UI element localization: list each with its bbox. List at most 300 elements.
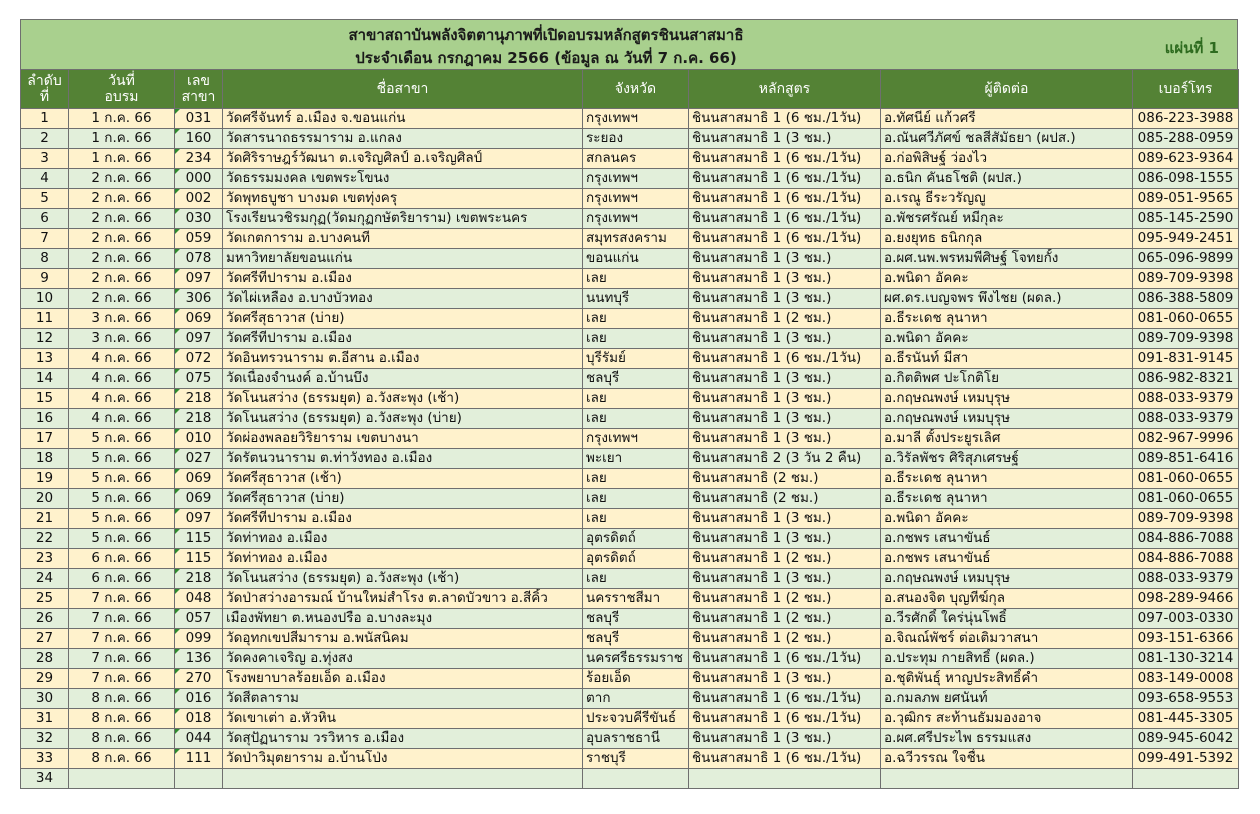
- cell-no[interactable]: 25: [21, 589, 69, 609]
- cell-code[interactable]: 160: [175, 129, 223, 149]
- cell-province[interactable]: เลย: [583, 569, 689, 589]
- cell-contact[interactable]: อ.ทัศนีย์ แก้วศรี: [881, 109, 1133, 129]
- cell-phone[interactable]: 098-289-9466: [1133, 589, 1239, 609]
- cell-phone[interactable]: 085-288-0959: [1133, 129, 1239, 149]
- cell-branch[interactable]: วัดศรีสุธาวาส (เช้า): [223, 469, 583, 489]
- cell-course[interactable]: ชินนสาสมาธิ 1 (6 ชม./1วัน): [689, 229, 881, 249]
- cell-code[interactable]: 057: [175, 609, 223, 629]
- cell-contact[interactable]: อ.ธีรนันท์ มีสา: [881, 349, 1133, 369]
- cell-course[interactable]: ชินนสาสมาธิ 1 (6 ชม./1วัน): [689, 749, 881, 769]
- cell-date[interactable]: 7 ก.ค. 66: [69, 669, 175, 689]
- cell-province[interactable]: นครราชสีมา: [583, 589, 689, 609]
- cell-no[interactable]: 26: [21, 609, 69, 629]
- cell-province[interactable]: เลย: [583, 309, 689, 329]
- cell-code[interactable]: 097: [175, 329, 223, 349]
- cell-course[interactable]: ชินนสาสมาธิ 1 (6 ชม./1วัน): [689, 349, 881, 369]
- cell-province[interactable]: ขอนแก่น: [583, 249, 689, 269]
- cell-date[interactable]: 7 ก.ค. 66: [69, 609, 175, 629]
- cell-date[interactable]: 3 ก.ค. 66: [69, 309, 175, 329]
- cell-province[interactable]: สกลนคร: [583, 149, 689, 169]
- cell-code[interactable]: 027: [175, 449, 223, 469]
- table-row: [21, 269, 1239, 289]
- cell-province[interactable]: อุตรดิตถ์: [583, 529, 689, 549]
- cell-province[interactable]: อุบลราชธานี: [583, 729, 689, 749]
- cell-phone[interactable]: 081-445-3305: [1133, 709, 1239, 729]
- header-course[interactable]: หลักสูตร: [689, 70, 881, 109]
- cell-no[interactable]: 14: [21, 369, 69, 389]
- cell-contact[interactable]: อ.ธีระเดช ลุนาหา: [881, 309, 1133, 329]
- cell-empty[interactable]: [1133, 769, 1239, 789]
- cell-date[interactable]: 2 ก.ค. 66: [69, 229, 175, 249]
- cell-empty[interactable]: [69, 769, 175, 789]
- page-subtitle: ประจำเดือน กรกฎาคม 2566 (ข้อมูล ณ วันที่ 7 ก.ค. 66): [355, 49, 737, 67]
- cell-contact[interactable]: อ.มาลี ตั้งประยูรเลิศ: [881, 429, 1133, 449]
- cell-date[interactable]: 1 ก.ค. 66: [69, 129, 175, 149]
- cell-no[interactable]: 28: [21, 649, 69, 669]
- cell-course[interactable]: ชินนสาสมาธิ (2 ชม.): [689, 489, 881, 509]
- cell-contact[interactable]: อ.วุฒิกร สะท้านธัมมองอาจ: [881, 709, 1133, 729]
- cell-contact[interactable]: อ.พัชรศรัณย์ หมีกุละ: [881, 209, 1133, 229]
- cell-no[interactable]: 3: [21, 149, 69, 169]
- table-row: [21, 489, 1239, 509]
- cell-contact[interactable]: อ.ธีระเดช ลุนาหา: [881, 469, 1133, 489]
- table-row: [21, 569, 1239, 589]
- cell-phone[interactable]: 093-658-9553: [1133, 689, 1239, 709]
- cell-contact[interactable]: อ.กชพร เสนาขันธ์: [881, 529, 1133, 549]
- table-row: [21, 429, 1239, 449]
- cell-branch[interactable]: วัดศรีทีปาราม อ.เมือง: [223, 269, 583, 289]
- cell-course[interactable]: ชินนสาสมาธิ 1 (6 ชม./1วัน): [689, 109, 881, 129]
- cell-date[interactable]: 4 ก.ค. 66: [69, 389, 175, 409]
- cell-province[interactable]: กรุงเทพฯ: [583, 169, 689, 189]
- cell-province[interactable]: นครศรีธรรมราช: [583, 649, 689, 669]
- table-row: [21, 729, 1239, 749]
- cell-province[interactable]: ราชบุรี: [583, 749, 689, 769]
- cell-branch[interactable]: วัดสีตลาราม: [223, 689, 583, 709]
- cell-date[interactable]: 6 ก.ค. 66: [69, 549, 175, 569]
- cell-branch[interactable]: วัดศรีสุธาวาส (บ่าย): [223, 489, 583, 509]
- cell-course[interactable]: ชินนสาสมาธิ 1 (3 ชม.): [689, 269, 881, 289]
- cell-branch[interactable]: มหาวิทยาลัยขอนแก่น: [223, 249, 583, 269]
- table-row: [21, 329, 1239, 349]
- cell-date[interactable]: 2 ก.ค. 66: [69, 189, 175, 209]
- cell-branch[interactable]: วัดศรีทีปาราม อ.เมือง: [223, 509, 583, 529]
- header-branch[interactable]: ชื่อสาขา: [223, 70, 583, 109]
- cell-code[interactable]: 136: [175, 649, 223, 669]
- cell-code[interactable]: 059: [175, 229, 223, 249]
- cell-contact[interactable]: อ.เรณู ธีระวรัญญู: [881, 189, 1133, 209]
- cell-course[interactable]: ชินนสาสมาธิ (2 ชม.): [689, 469, 881, 489]
- cell-province[interactable]: กรุงเทพฯ: [583, 189, 689, 209]
- cell-no[interactable]: 1: [21, 109, 69, 129]
- cell-course[interactable]: ชินนสาสมาธิ 1 (3 ชม.): [689, 389, 881, 409]
- cell-phone[interactable]: 084-886-7088: [1133, 549, 1239, 569]
- cell-code[interactable]: 234: [175, 149, 223, 169]
- table-row: [21, 289, 1239, 309]
- cell-date[interactable]: 5 ก.ค. 66: [69, 529, 175, 549]
- cell-province[interactable]: ชลบุรี: [583, 629, 689, 649]
- cell-code[interactable]: 069: [175, 469, 223, 489]
- cell-no[interactable]: 17: [21, 429, 69, 449]
- cell-branch[interactable]: วัดท่าทอง อ.เมือง: [223, 549, 583, 569]
- cell-code[interactable]: 018: [175, 709, 223, 729]
- cell-code[interactable]: 072: [175, 349, 223, 369]
- header-code[interactable]: เลข สาขา: [175, 70, 223, 109]
- cell-branch[interactable]: เมืองพัทยา ต.หนองปรือ อ.บางละมุง: [223, 609, 583, 629]
- cell-branch[interactable]: วัดโนนสว่าง (ธรรมยุต) อ.วังสะพุง (บ่าย): [223, 409, 583, 429]
- cell-no[interactable]: 8: [21, 249, 69, 269]
- cell-no[interactable]: 15: [21, 389, 69, 409]
- cell-branch[interactable]: วัดผ่องพลอยวิริยาราม เขตบางนา: [223, 429, 583, 449]
- cell-province[interactable]: ประจวบคีรีขันธ์: [583, 709, 689, 729]
- cell-branch[interactable]: วัดศรีทีปาราม อ.เมือง: [223, 329, 583, 349]
- cell-province[interactable]: กรุงเทพฯ: [583, 109, 689, 129]
- table-row: [21, 709, 1239, 729]
- cell-course[interactable]: ชินนสาสมาธิ 1 (2 ชม.): [689, 609, 881, 629]
- table-row: [21, 369, 1239, 389]
- cell-phone[interactable]: 089-851-6416: [1133, 449, 1239, 469]
- cell-no[interactable]: 32: [21, 729, 69, 749]
- cell-phone[interactable]: 081-130-3214: [1133, 649, 1239, 669]
- cell-branch[interactable]: วัดป่าสว่างอารมณ์ บ้านใหม่สำโรง ต.ลาดบัวขาว อ.สีคิ้ว: [223, 589, 583, 609]
- header-date[interactable]: วันที่ อบรม: [69, 70, 175, 109]
- cell-province[interactable]: กรุงเทพฯ: [583, 209, 689, 229]
- cell-phone[interactable]: 089-623-9364: [1133, 149, 1239, 169]
- cell-branch[interactable]: วัดรัตนวนาราม ต.ท่าวังทอง อ.เมือง: [223, 449, 583, 469]
- cell-branch[interactable]: วัดเนื่องจำนงค์ อ.บ้านบึง: [223, 369, 583, 389]
- cell-date[interactable]: 4 ก.ค. 66: [69, 369, 175, 389]
- cell-branch[interactable]: วัดไผ่เหลือง อ.บางบัวทอง: [223, 289, 583, 309]
- cell-contact[interactable]: อ.ธนิก คันธโชติ (ผปส.): [881, 169, 1133, 189]
- cell-branch[interactable]: วัดอุทกเขปสีมาราม อ.พนัสนิคม: [223, 629, 583, 649]
- cell-date[interactable]: 6 ก.ค. 66: [69, 569, 175, 589]
- cell-course[interactable]: ชินนสาสมาธิ 1 (3 ชม.): [689, 409, 881, 429]
- cell-course[interactable]: ชินนสาสมาธิ 1 (2 ชม.): [689, 549, 881, 569]
- cell-branch[interactable]: วัดเกตการาม อ.บางคนที: [223, 229, 583, 249]
- cell-course[interactable]: ชินนสาสมาธิ 1 (6 ชม./1วัน): [689, 169, 881, 189]
- cell-code[interactable]: 078: [175, 249, 223, 269]
- cell-contact[interactable]: อ.ชุติพันธุ์ หาญประสิทธิ์คำ: [881, 669, 1133, 689]
- header-phone[interactable]: เบอร์โทร: [1133, 70, 1239, 109]
- cell-contact[interactable]: อ.พนิดา อัคคะ: [881, 509, 1133, 529]
- cell-branch[interactable]: วัดสุปัฏนาราม วรวิหาร อ.เมือง: [223, 729, 583, 749]
- cell-contact[interactable]: อ.จิณณ์พัชร์ ต่อเติมวาสนา: [881, 629, 1133, 649]
- cell-phone[interactable]: 086-388-5809: [1133, 289, 1239, 309]
- cell-no[interactable]: 10: [21, 289, 69, 309]
- cell-contact[interactable]: อ.กมลภพ ยศนันท์: [881, 689, 1133, 709]
- cell-contact[interactable]: อ.ประทุม กายสิทธิ์ (ผดล.): [881, 649, 1133, 669]
- cell-code[interactable]: 069: [175, 309, 223, 329]
- cell-no[interactable]: 13: [21, 349, 69, 369]
- table-row: [21, 249, 1239, 269]
- cell-contact[interactable]: อ.ผศ.นพ.พรหมพีศิษฐ์ โจทยกั้ง: [881, 249, 1133, 269]
- cell-course[interactable]: ชินนสาสมาธิ 1 (3 ชม.): [689, 329, 881, 349]
- cell-province[interactable]: นนทบุรี: [583, 289, 689, 309]
- cell-province[interactable]: เลย: [583, 409, 689, 429]
- cell-province[interactable]: ชลบุรี: [583, 369, 689, 389]
- cell-code[interactable]: 306: [175, 289, 223, 309]
- cell-no[interactable]: 21: [21, 509, 69, 529]
- sheet-label: แผ่นที่ 1: [1164, 39, 1219, 57]
- cell-phone[interactable]: 091-831-9145: [1133, 349, 1239, 369]
- cell-phone[interactable]: 093-151-6366: [1133, 629, 1239, 649]
- table-row: [21, 749, 1239, 769]
- cell-code[interactable]: 270: [175, 669, 223, 689]
- cell-date[interactable]: 7 ก.ค. 66: [69, 649, 175, 669]
- cell-course[interactable]: ชินนสาสมาธิ 1 (6 ชม./1วัน): [689, 149, 881, 169]
- cell-date[interactable]: 2 ก.ค. 66: [69, 209, 175, 229]
- cell-province[interactable]: สมุทรสงคราม: [583, 229, 689, 249]
- cell-contact[interactable]: อ.กฤษณพงษ์ เหมบุรุษ: [881, 569, 1133, 589]
- cell-code[interactable]: 218: [175, 409, 223, 429]
- cell-empty[interactable]: [175, 769, 223, 789]
- table-row: [21, 689, 1239, 709]
- cell-phone[interactable]: 089-709-9398: [1133, 329, 1239, 349]
- cell-date[interactable]: 5 ก.ค. 66: [69, 489, 175, 509]
- cell-branch[interactable]: วัดโนนสว่าง (ธรรมยุต) อ.วังสะพุง (เช้า): [223, 569, 583, 589]
- cell-date[interactable]: 8 ก.ค. 66: [69, 689, 175, 709]
- cell-phone[interactable]: 086-982-8321: [1133, 369, 1239, 389]
- cell-course[interactable]: ชินนสาสมาธิ 1 (3 ชม.): [689, 529, 881, 549]
- cell-course[interactable]: ชินนสาสมาธิ 1 (3 ชม.): [689, 729, 881, 749]
- cell-code[interactable]: 031: [175, 109, 223, 129]
- cell-phone[interactable]: 082-967-9996: [1133, 429, 1239, 449]
- cell-code[interactable]: 075: [175, 369, 223, 389]
- cell-phone[interactable]: 086-098-1555: [1133, 169, 1239, 189]
- cell-contact[interactable]: ผศ.ดร.เบญจพร พึงไชย (ผดล.): [881, 289, 1133, 309]
- cell-date[interactable]: 5 ก.ค. 66: [69, 429, 175, 449]
- cell-contact[interactable]: อ.ก่อพิสิษฐ์ ว่องไว: [881, 149, 1133, 169]
- cell-code[interactable]: 097: [175, 509, 223, 529]
- cell-empty[interactable]: [689, 769, 881, 789]
- cell-no[interactable]: 31: [21, 709, 69, 729]
- cell-phone[interactable]: 081-060-0655: [1133, 309, 1239, 329]
- cell-branch[interactable]: วัดศรีสุธาวาส (บ่าย): [223, 309, 583, 329]
- cell-date[interactable]: 7 ก.ค. 66: [69, 589, 175, 609]
- cell-contact[interactable]: อ.ยงยุทธ ธนิกกุล: [881, 229, 1133, 249]
- cell-branch[interactable]: วัดสารนาถธรรมาราม อ.แกลง: [223, 129, 583, 149]
- cell-province[interactable]: พะเยา: [583, 449, 689, 469]
- cell-phone[interactable]: 097-003-0330: [1133, 609, 1239, 629]
- cell-no[interactable]: 27: [21, 629, 69, 649]
- cell-no[interactable]: 4: [21, 169, 69, 189]
- cell-phone[interactable]: 099-491-5392: [1133, 749, 1239, 769]
- cell-course[interactable]: ชินนสาสมาธิ 1 (3 ชม.): [689, 129, 881, 149]
- cell-course[interactable]: ชินนสาสมาธิ 2 (3 วัน 2 คืน): [689, 449, 881, 469]
- cell-province[interactable]: เลย: [583, 509, 689, 529]
- cell-code[interactable]: 097: [175, 269, 223, 289]
- cell-no[interactable]: 18: [21, 449, 69, 469]
- cell-phone[interactable]: 089-709-9398: [1133, 269, 1239, 289]
- cell-phone[interactable]: 065-096-9899: [1133, 249, 1239, 269]
- cell-province[interactable]: เลย: [583, 489, 689, 509]
- cell-date[interactable]: 2 ก.ค. 66: [69, 249, 175, 269]
- table-row: [21, 109, 1239, 129]
- cell-course[interactable]: ชินนสาสมาธิ 1 (2 ชม.): [689, 589, 881, 609]
- cell-code[interactable]: 111: [175, 749, 223, 769]
- cell-province[interactable]: อุตรดิตถ์: [583, 549, 689, 569]
- cell-date[interactable]: 8 ก.ค. 66: [69, 709, 175, 729]
- cell-branch[interactable]: โรงพยาบาลร้อยเอ็ด อ.เมือง: [223, 669, 583, 689]
- cell-contact[interactable]: อ.ฉวีวรรณ ใจชื่น: [881, 749, 1133, 769]
- cell-date[interactable]: 2 ก.ค. 66: [69, 169, 175, 189]
- cell-province[interactable]: เลย: [583, 269, 689, 289]
- cell-branch[interactable]: โรงเรียนวชิรมกุฏ(วัดมกุฏกษัตริยาราม) เขตพระนคร: [223, 209, 583, 229]
- cell-no[interactable]: 5: [21, 189, 69, 209]
- cell-province[interactable]: กรุงเทพฯ: [583, 429, 689, 449]
- cell-no[interactable]: 23: [21, 549, 69, 569]
- cell-contact[interactable]: อ.พนิดา อัคคะ: [881, 269, 1133, 289]
- cell-course[interactable]: ชินนสาสมาธิ 1 (3 ชม.): [689, 369, 881, 389]
- cell-course[interactable]: ชินนสาสมาธิ 1 (6 ชม./1วัน): [689, 649, 881, 669]
- cell-phone[interactable]: 085-145-2590: [1133, 209, 1239, 229]
- cell-province[interactable]: ชลบุรี: [583, 609, 689, 629]
- cell-course[interactable]: ชินนสาสมาธิ 1 (6 ชม./1วัน): [689, 709, 881, 729]
- cell-date[interactable]: 2 ก.ค. 66: [69, 289, 175, 309]
- cell-date[interactable]: 7 ก.ค. 66: [69, 629, 175, 649]
- cell-code[interactable]: 010: [175, 429, 223, 449]
- cell-date[interactable]: 5 ก.ค. 66: [69, 469, 175, 489]
- cell-branch[interactable]: วัดโนนสว่าง (ธรรมยุต) อ.วังสะพุง (เช้า): [223, 389, 583, 409]
- cell-date[interactable]: 4 ก.ค. 66: [69, 409, 175, 429]
- cell-contact[interactable]: อ.วีรศักดิ์ ใคร่นุ่นโพธิ์: [881, 609, 1133, 629]
- cell-empty[interactable]: [583, 769, 689, 789]
- cell-contact[interactable]: อ.กฤษณพงษ์ เหมบุรุษ: [881, 409, 1133, 429]
- table-row: [21, 669, 1239, 689]
- cell-branch[interactable]: วัดศรีจันทร์ อ.เมือง จ.ขอนแก่น: [223, 109, 583, 129]
- cell-date[interactable]: 1 ก.ค. 66: [69, 109, 175, 129]
- cell-branch[interactable]: วัดคงคาเจริญ อ.ทุ่งสง: [223, 649, 583, 669]
- cell-phone[interactable]: 089-051-9565: [1133, 189, 1239, 209]
- cell-branch[interactable]: วัดป่าวิมุตยาราม อ.บ้านโป่ง: [223, 749, 583, 769]
- cell-phone[interactable]: 088-033-9379: [1133, 409, 1239, 429]
- cell-date[interactable]: 8 ก.ค. 66: [69, 729, 175, 749]
- cell-code[interactable]: 048: [175, 589, 223, 609]
- cell-date[interactable]: 4 ก.ค. 66: [69, 349, 175, 369]
- cell-no[interactable]: 33: [21, 749, 69, 769]
- cell-course[interactable]: ชินนสาสมาธิ 1 (2 ชม.): [689, 309, 881, 329]
- cell-no[interactable]: 9: [21, 269, 69, 289]
- cell-code[interactable]: 218: [175, 389, 223, 409]
- cell-no[interactable]: 20: [21, 489, 69, 509]
- header-no[interactable]: ลำดับ ที่: [21, 70, 69, 109]
- cell-phone[interactable]: 089-945-6042: [1133, 729, 1239, 749]
- cell-code[interactable]: 000: [175, 169, 223, 189]
- cell-branch[interactable]: วัดธรรมมงคล เขตพระโขนง: [223, 169, 583, 189]
- cell-date[interactable]: 5 ก.ค. 66: [69, 509, 175, 529]
- cell-contact[interactable]: อ.กฤษณพงษ์ เหมบุรุษ: [881, 389, 1133, 409]
- cell-contact[interactable]: อ.สนองจิต บุญทีฆ์กุล: [881, 589, 1133, 609]
- cell-contact[interactable]: อ.ธีระเดช ลุนาหา: [881, 489, 1133, 509]
- cell-course[interactable]: ชินนสาสมาธิ 1 (3 ชม.): [689, 429, 881, 449]
- cell-contact[interactable]: อ.กิตติพศ ปะโกติโย: [881, 369, 1133, 389]
- cell-phone[interactable]: 084-886-7088: [1133, 529, 1239, 549]
- cell-course[interactable]: ชินนสาสมาธิ 1 (3 ชม.): [689, 249, 881, 269]
- cell-province[interactable]: บุรีรัมย์: [583, 349, 689, 369]
- cell-branch[interactable]: วัดท่าทอง อ.เมือง: [223, 529, 583, 549]
- cell-phone[interactable]: 081-060-0655: [1133, 489, 1239, 509]
- table-body: [21, 109, 1239, 789]
- cell-phone[interactable]: 089-709-9398: [1133, 509, 1239, 529]
- cell-date[interactable]: 5 ก.ค. 66: [69, 449, 175, 469]
- cell-contact[interactable]: อ.วิรัลพัชร ศิริสุภเศรษฐ์: [881, 449, 1133, 469]
- cell-code[interactable]: 044: [175, 729, 223, 749]
- cell-province[interactable]: ตาก: [583, 689, 689, 709]
- cell-date[interactable]: 2 ก.ค. 66: [69, 269, 175, 289]
- cell-no[interactable]: 6: [21, 209, 69, 229]
- cell-phone[interactable]: 088-033-9379: [1133, 569, 1239, 589]
- cell-contact[interactable]: อ.ผศ.ศรีประไพ ธรรมแสง: [881, 729, 1133, 749]
- cell-course[interactable]: ชินนสาสมาธิ 1 (6 ชม./1วัน): [689, 209, 881, 229]
- cell-course[interactable]: ชินนสาสมาธิ 1 (3 ชม.): [689, 569, 881, 589]
- cell-branch[interactable]: วัดอินทรวนาราม ต.อีสาน อ.เมือง: [223, 349, 583, 369]
- cell-province[interactable]: ระยอง: [583, 129, 689, 149]
- cell-phone[interactable]: 083-149-0008: [1133, 669, 1239, 689]
- cell-branch[interactable]: วัดศิริราษฎร์วัฒนา ต.เจริญศิลป์ อ.เจริญศิลป์: [223, 149, 583, 169]
- cell-contact[interactable]: อ.ณันศวีภัศข์ ชลสีสัมัธยา (ผปส.): [881, 129, 1133, 149]
- cell-province[interactable]: ร้อยเอ็ด: [583, 669, 689, 689]
- cell-phone[interactable]: 088-033-9379: [1133, 389, 1239, 409]
- cell-code[interactable]: 069: [175, 489, 223, 509]
- cell-branch[interactable]: วัดเขาเต่า อ.หัวหิน: [223, 709, 583, 729]
- cell-course[interactable]: ชินนสาสมาธิ 1 (6 ชม./1วัน): [689, 689, 881, 709]
- cell-no[interactable]: 11: [21, 309, 69, 329]
- cell-no[interactable]: 2: [21, 129, 69, 149]
- cell-no[interactable]: 12: [21, 329, 69, 349]
- cell-province[interactable]: เลย: [583, 469, 689, 489]
- cell-course[interactable]: ชินนสาสมาธิ 1 (3 ชม.): [689, 289, 881, 309]
- cell-no[interactable]: 7: [21, 229, 69, 249]
- cell-no[interactable]: 19: [21, 469, 69, 489]
- cell-phone[interactable]: 081-060-0655: [1133, 469, 1239, 489]
- cell-no[interactable]: 29: [21, 669, 69, 689]
- cell-phone[interactable]: 095-949-2451: [1133, 229, 1239, 249]
- cell-province[interactable]: เลย: [583, 329, 689, 349]
- cell-course[interactable]: ชินนสาสมาธิ 1 (2 ชม.): [689, 629, 881, 649]
- cell-contact[interactable]: อ.พนิดา อัคคะ: [881, 329, 1133, 349]
- table-row: [21, 349, 1239, 369]
- cell-province[interactable]: เลย: [583, 389, 689, 409]
- cell-code[interactable]: 218: [175, 569, 223, 589]
- table-row: [21, 609, 1239, 629]
- cell-date[interactable]: 3 ก.ค. 66: [69, 329, 175, 349]
- cell-code[interactable]: 016: [175, 689, 223, 709]
- cell-course[interactable]: ชินนสาสมาธิ 1 (6 ชม./1วัน): [689, 189, 881, 209]
- cell-course[interactable]: ชินนสาสมาธิ 1 (3 ชม.): [689, 669, 881, 689]
- cell-code[interactable]: 115: [175, 549, 223, 569]
- cell-empty[interactable]: [881, 769, 1133, 789]
- cell-no[interactable]: 34: [21, 769, 69, 789]
- table-row: [21, 129, 1239, 149]
- cell-branch[interactable]: วัดพุทธบูชา บางมด เขตทุ่งครุ: [223, 189, 583, 209]
- cell-no[interactable]: 30: [21, 689, 69, 709]
- header-contact[interactable]: ผู้ติดต่อ: [881, 70, 1133, 109]
- cell-no[interactable]: 24: [21, 569, 69, 589]
- cell-code[interactable]: 099: [175, 629, 223, 649]
- cell-no[interactable]: 22: [21, 529, 69, 549]
- cell-contact[interactable]: อ.กชพร เสนาขันธ์: [881, 549, 1133, 569]
- cell-code[interactable]: 115: [175, 529, 223, 549]
- cell-course[interactable]: ชินนสาสมาธิ 1 (3 ชม.): [689, 509, 881, 529]
- cell-phone[interactable]: 086-223-3988: [1133, 109, 1239, 129]
- cell-date[interactable]: 1 ก.ค. 66: [69, 149, 175, 169]
- cell-code[interactable]: 030: [175, 209, 223, 229]
- cell-empty[interactable]: [223, 769, 583, 789]
- header-province[interactable]: จังหวัด: [583, 70, 689, 109]
- cell-date[interactable]: 8 ก.ค. 66: [69, 749, 175, 769]
- cell-code[interactable]: 002: [175, 189, 223, 209]
- cell-no[interactable]: 16: [21, 409, 69, 429]
